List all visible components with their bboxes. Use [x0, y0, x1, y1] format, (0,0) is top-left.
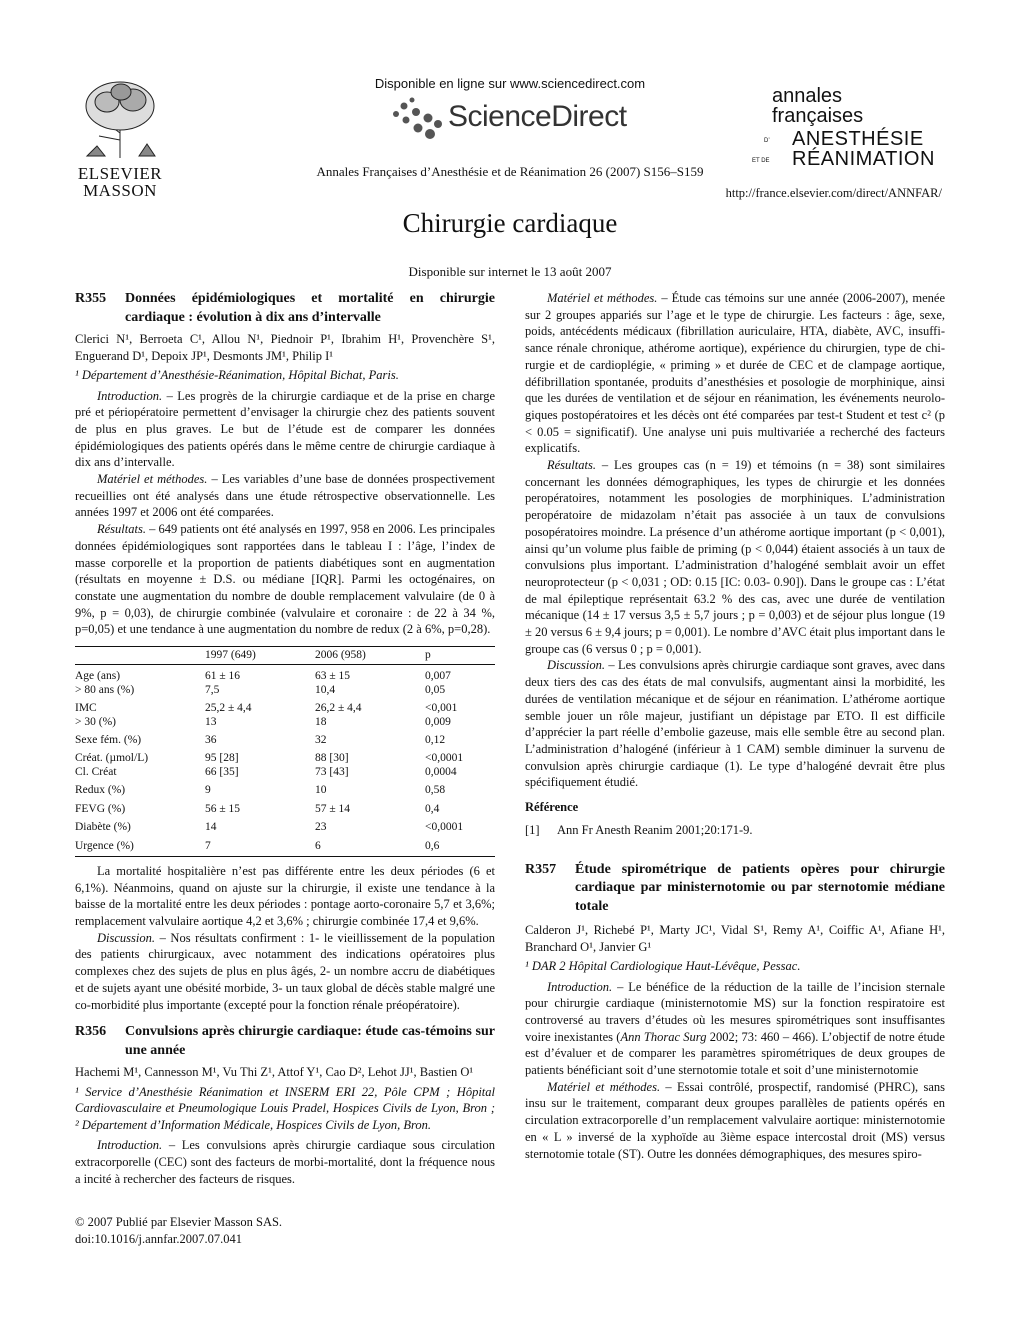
- right-column: [525, 290, 945, 1162]
- table-cell: > 30 (%): [75, 715, 116, 728]
- article-affiliation: ¹ Département d’Anesthésie-Réanimation, Hôpital Bichat, Paris.: [75, 368, 399, 382]
- section-discussion: Discussion. – Nos résultats confirment : 1- le vieillissement de la population des patients chirurgicaux, avec notamment des indications opératoires plus complexes chez des sujets de plus en plus âgés, 2- un nombre accru de diabétiques et de sujets ayant une obésité morbide, 3- un taux global de décès stable malgré une co-morbidité plus importante (excepté pour la fonction rénale préopératoire).: [75, 930, 495, 1012]
- copyright: © 2007 Publié par Elsevier Masson SAS.: [75, 1215, 283, 1229]
- table-header: 2006 (958): [315, 647, 425, 665]
- article-r355-heading: [75, 290, 495, 327]
- reference-item: [1] Ann Fr Anesth Reanim 2001;20:171-9.: [525, 822, 753, 837]
- table-cell: 7: [205, 835, 315, 857]
- table-row: [75, 766, 495, 779]
- table-row: [75, 835, 495, 857]
- publisher-name: ELSEVIER: [77, 164, 163, 183]
- footer: [75, 1214, 282, 1248]
- article-authors: Hachemi M¹, Cannesson M¹, Vu Thi Z¹, Attof Y¹, Cao D², Lehot JJ¹, Bastien O¹: [75, 1065, 474, 1080]
- table-cell: 6: [315, 835, 425, 857]
- table-cell: 73 [43]: [315, 765, 349, 778]
- table-cell: Redux (%): [75, 784, 126, 797]
- table-cell: <0,0001: [425, 821, 464, 834]
- table-cell: Sexe fém. (%): [75, 734, 142, 747]
- availability-date: Disponible sur internet le 13 août 2007: [408, 264, 612, 279]
- table-cell: 0,12: [425, 734, 446, 747]
- table-cell: Créat. (µmol/L): [75, 752, 149, 765]
- table-header: [75, 647, 205, 665]
- table-cell: 0,009: [425, 715, 451, 728]
- sciencedirect-dots-icon: [390, 96, 446, 142]
- table-row: [75, 716, 495, 729]
- article-r357-heading: [525, 861, 945, 917]
- table-cell: 0,4: [425, 802, 440, 815]
- table-cell: 14: [205, 821, 217, 834]
- reference-heading: Référence: [525, 800, 579, 815]
- table-cell: IMC: [75, 702, 97, 715]
- table-cell: 7,5: [205, 683, 220, 696]
- table-row: [75, 798, 495, 816]
- table-cell: Cl. Créat: [75, 765, 117, 778]
- table-cell: <0,001: [425, 702, 458, 715]
- table-cell: 61 ± 16: [205, 670, 241, 683]
- article-affiliation: ¹ DAR 2 Hôpital Cardiologique Haut-Lévêque, Pessac.: [525, 959, 801, 973]
- table-cell: > 80 ans (%): [75, 683, 135, 696]
- table-cell: <0,0001: [425, 752, 464, 765]
- table-cell: 66 [35]: [205, 765, 239, 778]
- table-row: [75, 747, 495, 765]
- table-cell: 0,58: [425, 784, 446, 797]
- sciencedirect-availability: Disponible en ligne sur www.sciencedirect.com: [374, 76, 646, 91]
- table-cell: 9: [205, 784, 211, 797]
- table-cell: 57 ± 14: [315, 802, 351, 815]
- table-cell: 36: [205, 734, 217, 747]
- elsevier-masson-logo: [72, 78, 168, 198]
- table-cell: 32: [315, 734, 327, 747]
- table-cell: FEVG (%): [75, 802, 126, 815]
- table-cell: 26,2 ± 4,4: [315, 702, 362, 715]
- section-introduction: Introduction. – Les convulsions après chirurgie cardiaque sous circulation extracorporelle (CEC) sont des facteurs de morbi-mortalité, dont la fréquence nous a incité à rechercher des facteurs de risques.: [75, 1138, 495, 1186]
- sciencedirect-logo: [390, 94, 640, 144]
- table-row: [75, 729, 495, 747]
- article-code: R356: [75, 1024, 107, 1040]
- article-affiliation: ¹ Service d’Anesthésie Réanimation et INSERM ERI 22, Pôle CPM ; Hôpital Cardiovasculaire et Pneumologique Louis Pradel, Hospices Civils de Lyon, Bron ; ² Département d’Information Médicale, Hospices Civils de Lyon, Bron.: [75, 1084, 495, 1132]
- table-cell: 0,05: [425, 683, 446, 696]
- table-row: [75, 697, 495, 715]
- table-header: p: [425, 647, 495, 665]
- table-cell: Diabète (%): [75, 821, 131, 834]
- elsevier-tree-icon: [77, 78, 163, 160]
- table-cell: 95 [28]: [205, 752, 239, 765]
- article-authors: Clerici N¹, Berroeta C¹, Allou N¹, Piednoir P¹, Ibrahim H¹, Provenchère S¹, Enguerand D¹, Depoix JP¹, Desmonts JM¹, Philip I¹: [75, 332, 495, 363]
- table-cell: 56 ± 15: [205, 802, 241, 815]
- table-cell: Age (ans): [75, 670, 121, 683]
- article-code: R355: [75, 291, 107, 306]
- table-cell: 0,0004: [425, 765, 457, 778]
- left-column: [75, 290, 495, 1187]
- section-results: Résultats. – Les groupes cas (n = 19) et témoins (n = 38) sont similaires concernant les données démographiques, les types de chirurgie et les données peropératoires, notamment les posologies de morphiniques. L’administration peropératoire de midazolam n’était pas associée à un taux de convulsions posopératoires moindre. La présence d’un athérome aortique important (p < 0,001), ainsi qu’un volume plus faible de priming (p < 0,044) étaient associés à un taux de convulsions plus important. L’administration d’halogéné semblait avoir un effet neuroprotecteur (p < 0,031 ; OD: 0.15 [IC: 0.03- 0.90]). Dans le groupe cas : L’état de mal épileptique représentait 63.2 % des cas, avec une durée de ventilation mécanique (14 ± 17 versus 3,5 ± 5,7 jours ; p = 0,003) et de séjour plus longue (19 ± 20 versus 6 ± 9,4 jours; p = 0,001). Le nombre d’AVC était plus important dans le groupe cas (6 versus 0 ; p = 0,001).: [525, 458, 945, 656]
- table-cell: 0,007: [425, 670, 451, 683]
- table-row: [75, 779, 495, 797]
- doi[interactable]: doi:10.1016/j.annfar.2007.07.041: [75, 1232, 242, 1246]
- table-cell: 0,6: [425, 835, 495, 857]
- table-row: [75, 816, 495, 834]
- section-introduction: Introduction. – Le bénéfice de la réduction de la taille de l’incision sternale pour chirurgie cardiaque (ministernotomie MS) sur la fonction respiratoire est controversé au travers d’études où les mesures spirométriques sont insuffisantes voire inexistantes (Ann Thorac Surg 2002; 73: 460 – 466). L’objectif de notre étude est d’évaluer et de comparer les paramètres spirométriques de deux groupes de patients bénéficiant soit d’une sternotomie totale et soit d’une ministernotomie: [525, 979, 945, 1078]
- paragraph-mortality: La mortalité hospitalière n’est pas différente entre les deux périodes (6 et 6,1%). Néanmoins, quand on ajuste sur la chirurgie, il existe une tendance à la baisse de la mortalité entre les deux périodes : pontage aorto-coronaire 5,7 et 3,6%; remplacement valvulaire aortique 4,2 et 3,6% ; chirurgie combinée 17,4 et 9,6%.: [75, 863, 495, 929]
- article-title: Convulsions après chirurgie cardiaque: étude cas-témoins sur une année: [125, 1024, 495, 1058]
- section-methods: Matériel et méthodes. – Étude cas témoins sur une année (2006-2007), menée sur 2 groupes appariés sur l’age et le type de chirurgie. Les facteurs : âge, sexe, poids, antécédents médicaux (fibrillation auriculaire, HTA, diabète, AVC, insuffisance rénale chronique, athérome aortique), expérience du chirurgien, type de chirurgie et de cardioplégie, « priming » et durée de CEC et de clampage aortique, défibrillation spontanée, produits d’anesthésies et posologie de morphinique, ainsi que les durées de ventilation et de séjour en réanimation, les événements neurologiques postopératoires et les décès ont été comparées par test-t Student et test c² (p < 0.05 = significatif). Une analyse uni puis multivariée a recherché des facteurs explicatifs.: [525, 291, 945, 456]
- table-row: [75, 684, 495, 697]
- section-methods: Matériel et méthodes. – Essai contrôlé, prospectif, randomisé (PHRC), sans insu sur le traitement, comparant deux groupes parallèles de patients opérés en circulation extracorporelle d’un remplacement valvulaire aortique: ministernotomie en « L » inversé de la xyphoïde au 3ième espace intercostal droit (MS) versus sternotomie totale (ST). Outre les données démographiques, des mesures spiro-: [525, 1079, 945, 1161]
- section-methods: Matériel et méthodes. – Les variables d’une base de données prospectivement recueillies ont été analysés dans une étude rétrospective observationnelle. Les années 1997 et 2006 ont été comparées.: [75, 472, 495, 520]
- page-title: Chirurgie cardiaque: [402, 208, 618, 238]
- results-table: [75, 646, 495, 857]
- publisher-name-2: MASSON: [83, 181, 157, 200]
- article-code: R357: [525, 861, 557, 877]
- article-authors: Calderon J¹, Richebé P¹, Marty JC¹, Vidal S¹, Remy A¹, Coiffic A¹, Afiane H¹, Branchard O¹, Janvier G¹: [525, 923, 945, 954]
- article-title: Données épidémiologiques et mortalité en chirurgie cardiaque : évolution à dix ans d’intervalle: [125, 291, 495, 325]
- section-introduction: Introduction. – Les progrès de la chirurgie cardiaque et de la prise en charge pré et périopératoire permettent d’envisager la chirurgie chez des patients souvent de plus en plus graves. Le but de l’étude est de comparer les données épidémiologiques des patients opérés dans le même centre de chirurgie cardiaque à dix ans d’intervalle.: [75, 388, 495, 470]
- table-cell: 23: [315, 821, 327, 834]
- table-cell: 88 [30]: [315, 752, 349, 765]
- section-results: Résultats. – 649 patients ont été analysés en 1997, 958 en 2006. Les principales données épidémiologiques sont rapportées dans le tableau I : l’âge, l’index de masse corporelle et la proportion de patients diabétiques sont en augmentation (résultats en moyenne ± D.S. ou médiane [IQR]. Parmi les octogénaires, on constate une augmentation du nombre de double remplacement valvulaire (de 0 à 9%, p = 0,03), de chirurgie combinée (valvulaire et coronaire : de 22 à 34 %, p=0,05) et une tendance à une augmentation du nombre de redux (2 à 6%, p=0,28).: [75, 522, 495, 637]
- section-discussion: Discussion. – Les convulsions après chirurgie cardiaque sont graves, avec dans deux tiers des cas des états de mal convulsifs, augmentant ainsi la morbidité, les durées de ventilation mécanique et de séjour en réanimation. L’athérome aortique semble jouer un rôle majeur, justifiant un dépistage par ETO. Il est difficile d’apprécier la part réelle d’embolie gazeuse, mais elle semble être au second plan. L’administration d’halogéné (inférieur à 1 CAM) semble diminuer la survenu de convulsion après chirurgie cardiaque (1). Le type d’halogéné devrait être plus spécifiquement étudié.: [525, 658, 945, 790]
- table-cell: 13: [205, 715, 217, 728]
- journal-url[interactable]: http://france.elsevier.com/direct/ANNFAR/: [725, 186, 942, 200]
- sciencedirect-wordmark: ScienceDirect: [448, 100, 627, 133]
- table-header: 1997 (649): [205, 647, 315, 665]
- table-cell: 18: [315, 715, 327, 728]
- article-title: Étude spirométrique de patients opères pour chirurgie cardiaque par ministernotomie ou par sternotomie médiane totale: [575, 861, 945, 914]
- journal-reference: Annales Françaises d’Anesthésie et de Réanimation 26 (2007) S156–S159: [316, 164, 704, 179]
- table-cell: 10,4: [315, 683, 336, 696]
- table-cell: Urgence (%): [75, 835, 205, 857]
- journal-logo: annales françaises D’ ANESTHÉSIE ET DE RÉANIMATION: [752, 85, 935, 170]
- table-cell: 25,2 ± 4,4: [205, 702, 252, 715]
- table-row: [75, 665, 495, 684]
- table-cell: 63 ± 15: [315, 670, 351, 683]
- table-cell: 10: [315, 784, 327, 797]
- article-r356-heading: [75, 1023, 495, 1060]
